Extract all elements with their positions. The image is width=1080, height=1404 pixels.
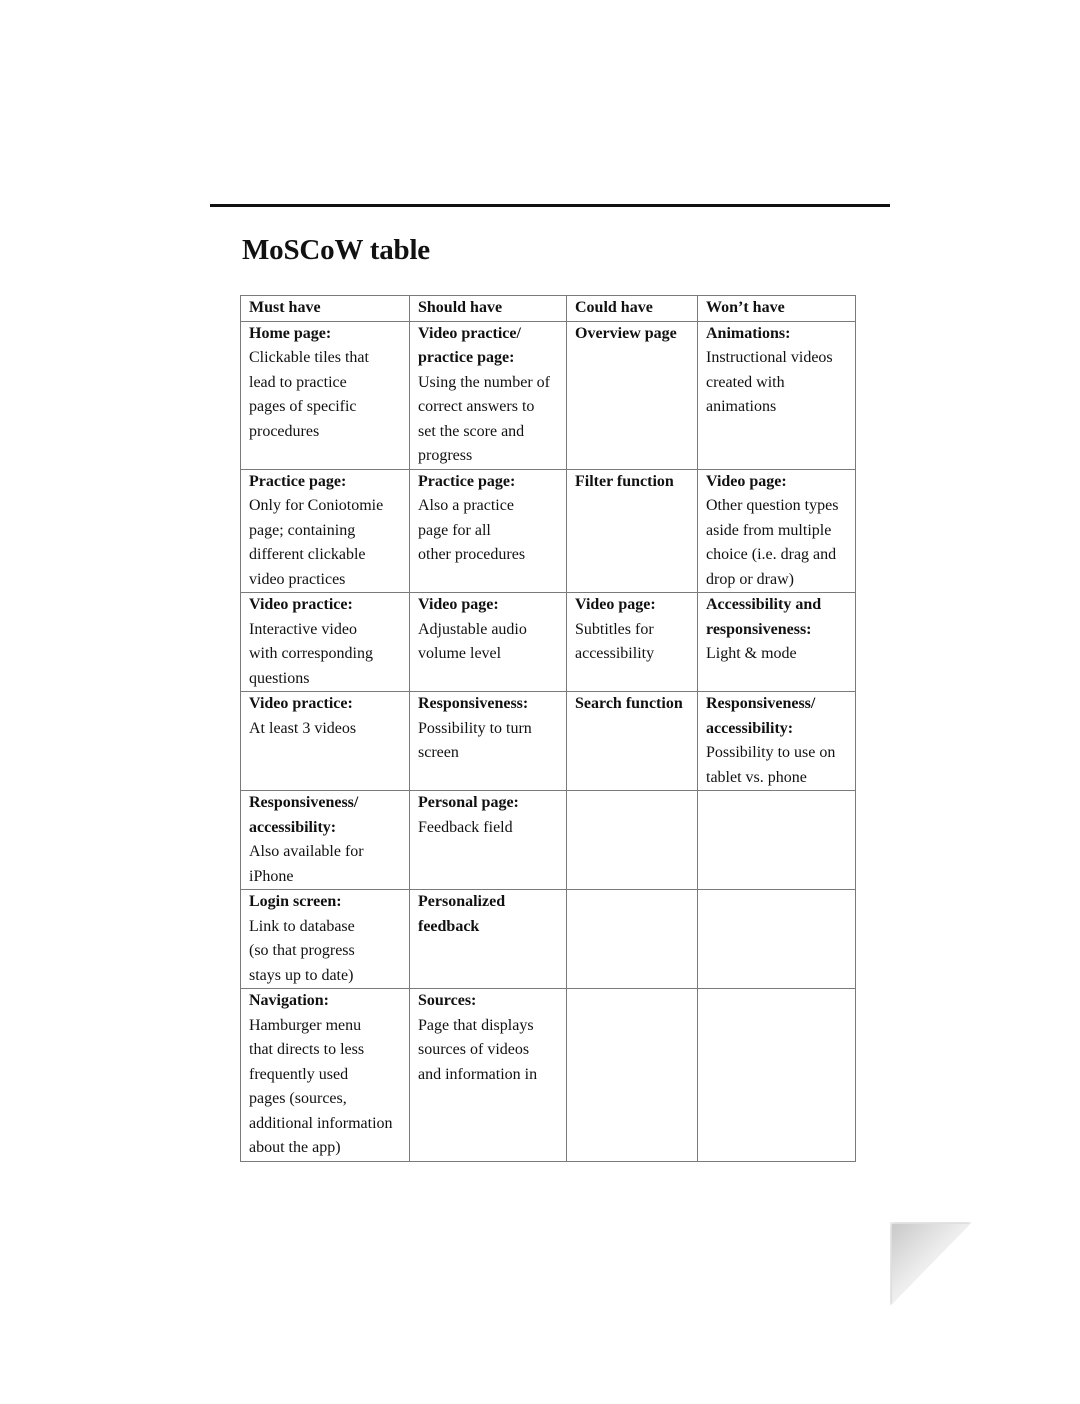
cell-text: Clickable tiles that lead to practice pages of specific procedures <box>249 349 369 440</box>
table-cell <box>567 890 698 989</box>
table-cell <box>241 469 410 593</box>
table-row <box>241 989 856 1162</box>
cell-heading: Filter function <box>575 472 674 490</box>
cell-heading: Sources: <box>418 992 477 1009</box>
cell-text: Interactive video with corresponding questions <box>249 620 373 687</box>
table-cell <box>241 890 410 989</box>
cell-text: Adjustable audio volume level <box>418 620 527 662</box>
table-row <box>241 791 856 890</box>
table-cell <box>410 321 567 469</box>
cell-text: Using the number of correct answers to set the score and progress <box>418 373 550 464</box>
table-row <box>241 593 856 692</box>
cell-heading: Animations: <box>706 324 791 342</box>
cell-text: Subtitles for accessibility <box>575 620 655 662</box>
table-header-row <box>241 296 856 322</box>
cell-heading: Video page: <box>418 596 499 613</box>
cell-heading: Search function <box>575 695 683 712</box>
cell-heading: Responsiveness/ accessibility: <box>249 794 359 836</box>
cell-text: Also available for iPhone <box>249 843 364 885</box>
table-cell <box>698 321 856 469</box>
cell-heading: Responsiveness: <box>418 695 529 712</box>
table-cell <box>410 989 567 1162</box>
cell-text: Other question types aside from multiple choice (i.e. drag and drop or draw) <box>706 497 839 588</box>
table-cell <box>241 593 410 692</box>
table-row <box>241 692 856 791</box>
table-row <box>241 321 856 469</box>
table-cell <box>698 469 856 593</box>
cell-text: Light & mode <box>706 645 797 662</box>
table-cell <box>567 321 698 469</box>
table-row <box>241 890 856 989</box>
cell-text: Page that displays sources of videos and information in <box>418 1016 538 1083</box>
table-cell <box>241 692 410 791</box>
table-cell <box>698 692 856 791</box>
table-cell <box>567 469 698 593</box>
cell-heading: Accessibility and responsiveness: <box>706 596 822 638</box>
cell-heading: Video practice: <box>249 695 353 712</box>
cell-heading: Video page: <box>706 472 787 490</box>
header-could-have: Could have <box>567 296 698 322</box>
cell-heading: Personal page: <box>418 794 519 811</box>
table-cell <box>567 593 698 692</box>
cell-heading: Practice page: <box>249 472 347 490</box>
document-title: MoSCoW table <box>242 234 430 266</box>
table-cell <box>567 692 698 791</box>
table-cell <box>241 321 410 469</box>
table-cell <box>241 989 410 1162</box>
cell-heading: Video practice/ practice page: <box>418 324 521 366</box>
header-must-have: Must have <box>241 296 410 322</box>
cell-heading: Practice page: <box>418 472 516 490</box>
cell-heading: Video practice: <box>249 596 353 613</box>
header-should-have: Should have <box>410 296 567 322</box>
table-cell <box>567 989 698 1162</box>
table-cell <box>698 989 856 1162</box>
table-cell <box>698 890 856 989</box>
header-rule <box>210 204 890 207</box>
table-cell <box>410 593 567 692</box>
table-cell <box>410 469 567 593</box>
cell-text: Link to database (so that progress stays up to date) <box>249 917 355 984</box>
cell-text: At least 3 videos <box>249 719 357 737</box>
table-cell <box>410 791 567 890</box>
table-cell <box>698 791 856 890</box>
moscow-table <box>240 295 856 1162</box>
cell-heading: Home page: <box>249 324 332 342</box>
table-cell <box>410 692 567 791</box>
cell-heading: Navigation: <box>249 992 329 1009</box>
cell-text: Hamburger menu that directs to less frequently used pages (sources, additional information about the app) <box>249 1016 393 1156</box>
cell-text: Also a practice page for all other procedures <box>418 497 526 563</box>
table-cell <box>698 593 856 692</box>
header-wont-have: Won’t have <box>698 296 856 322</box>
page-curl <box>892 1224 970 1304</box>
cell-heading: Overview page <box>575 324 677 342</box>
cell-heading: Login screen: <box>249 893 342 910</box>
cell-text: Feedback field <box>418 818 513 836</box>
table-cell <box>567 791 698 890</box>
cell-heading: Video page: <box>575 596 656 613</box>
table-row <box>241 469 856 593</box>
cell-text: Possibility to use on tablet vs. phone <box>706 744 836 786</box>
cell-text: Possibility to turn screen <box>418 719 532 761</box>
cell-heading: Responsiveness/ accessibility: <box>706 695 816 737</box>
cell-text: Instructional videos created with animations <box>706 349 833 415</box>
table-cell <box>241 791 410 890</box>
table-cell <box>410 890 567 989</box>
cell-heading: Personalized feedback <box>418 893 506 935</box>
cell-text: Only for Coniotomie page; containing different clickable video practices <box>249 497 384 588</box>
